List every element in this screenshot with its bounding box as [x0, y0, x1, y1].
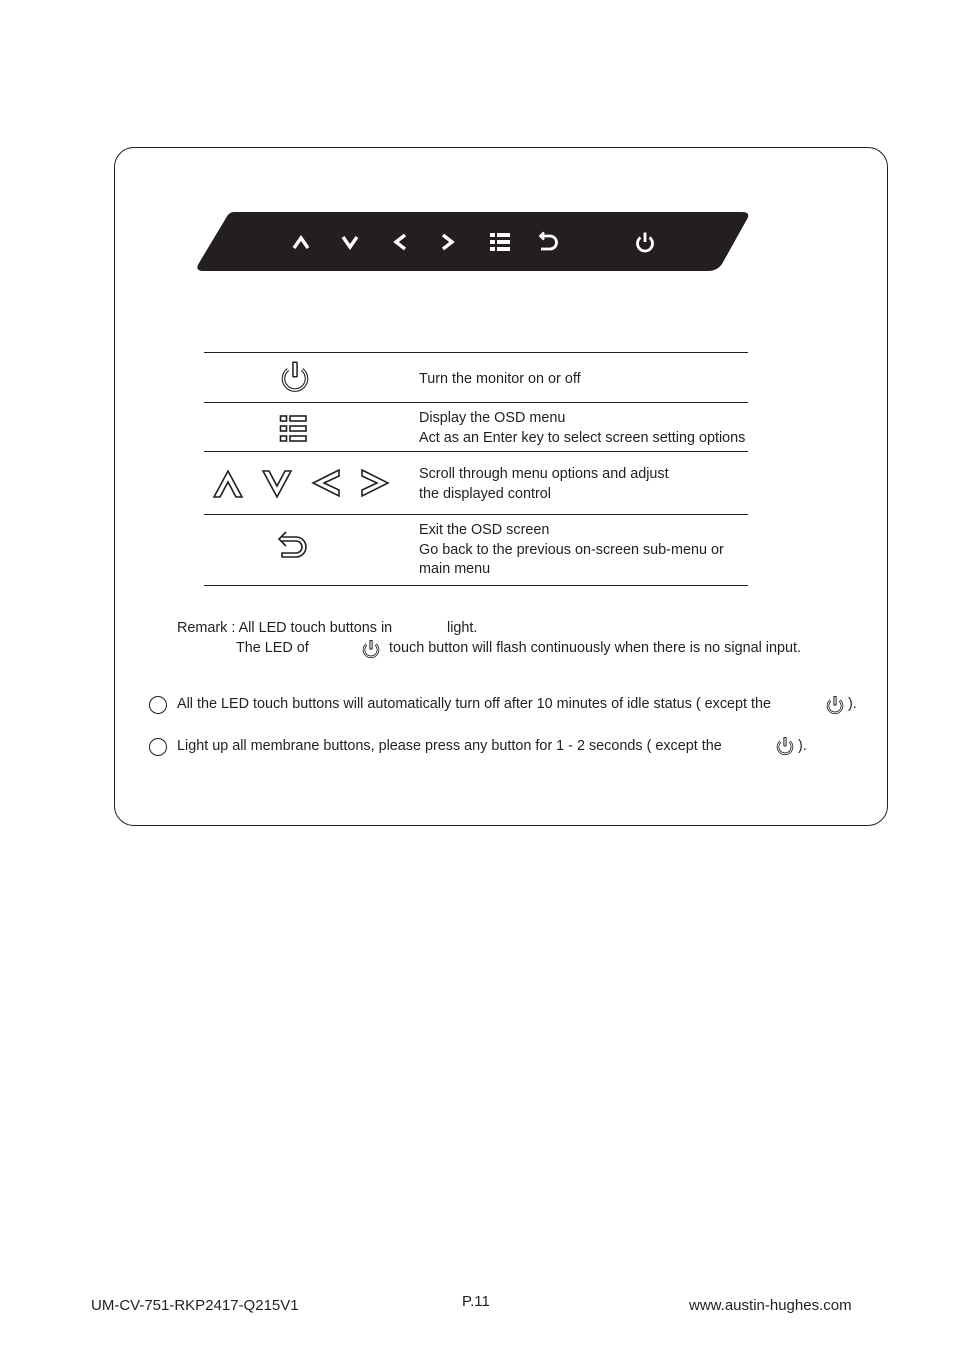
- remark-text: light.: [447, 620, 478, 636]
- down-arrow-icon[interactable]: [338, 231, 362, 255]
- note-text: ).: [798, 738, 807, 754]
- left-arrow-outline-icon: [311, 468, 343, 500]
- page-number: P.11: [462, 1293, 490, 1310]
- remark-text: touch button will flash continuously when there is no signal input.: [389, 640, 801, 656]
- bullet-circle-icon: [149, 696, 167, 714]
- description-line: Exit the OSD screen: [419, 522, 550, 538]
- left-arrow-icon[interactable]: [388, 231, 412, 255]
- power-icon: [361, 639, 381, 659]
- right-arrow-outline-icon: [359, 468, 391, 500]
- power-icon[interactable]: [633, 231, 657, 255]
- table-rule: [204, 585, 748, 586]
- bullet-circle-icon: [149, 738, 167, 756]
- down-arrow-outline-icon: [261, 468, 293, 500]
- power-icon: [279, 360, 311, 394]
- return-icon[interactable]: [537, 231, 561, 255]
- description-line: Display the OSD menu: [419, 410, 566, 426]
- note-text: All the LED touch buttons will automatically turn off after 10 minutes of idle status ( except the: [177, 696, 772, 712]
- menu-list-icon: [279, 414, 309, 444]
- touch-bar-shape: [196, 212, 750, 272]
- return-outline-icon: [276, 528, 310, 562]
- document-code: UM-CV-751-RKP2417-Q215V1: [91, 1297, 299, 1314]
- note-text: ).: [848, 696, 857, 712]
- up-arrow-outline-icon: [212, 468, 244, 500]
- description-line: Go back to the previous on-screen sub-menu or: [419, 541, 724, 558]
- description-line: Scroll through menu options and adjust: [419, 466, 669, 482]
- description-line: Turn the monitor on or off: [419, 371, 581, 387]
- table-row-description: [419, 370, 581, 390]
- description-line: main menu: [419, 561, 491, 577]
- remark-text: The LED of: [236, 640, 309, 656]
- table-row-description: [419, 521, 724, 580]
- website-link[interactable]: www.austin-hughes.com: [689, 1297, 852, 1314]
- table-row-description: [419, 465, 669, 504]
- table-rule: [204, 402, 748, 403]
- table-rule: [204, 514, 748, 515]
- power-icon: [825, 695, 845, 715]
- description-line: Act as an Enter key to select screen setting options: [419, 429, 746, 446]
- up-arrow-icon[interactable]: [289, 231, 313, 255]
- description-line: the displayed control: [419, 485, 551, 502]
- right-arrow-icon[interactable]: [436, 231, 460, 255]
- note-text: Light up all membrane buttons, please press any button for 1 - 2 seconds ( except the: [177, 738, 722, 754]
- table-rule: [204, 352, 748, 353]
- remark-text: Remark : All LED touch buttons in: [177, 620, 393, 636]
- table-rule: [204, 451, 748, 452]
- table-row-description: [419, 409, 745, 448]
- power-icon: [775, 736, 795, 756]
- touch-button-bar: [196, 212, 750, 272]
- menu-list-icon[interactable]: [488, 231, 512, 255]
